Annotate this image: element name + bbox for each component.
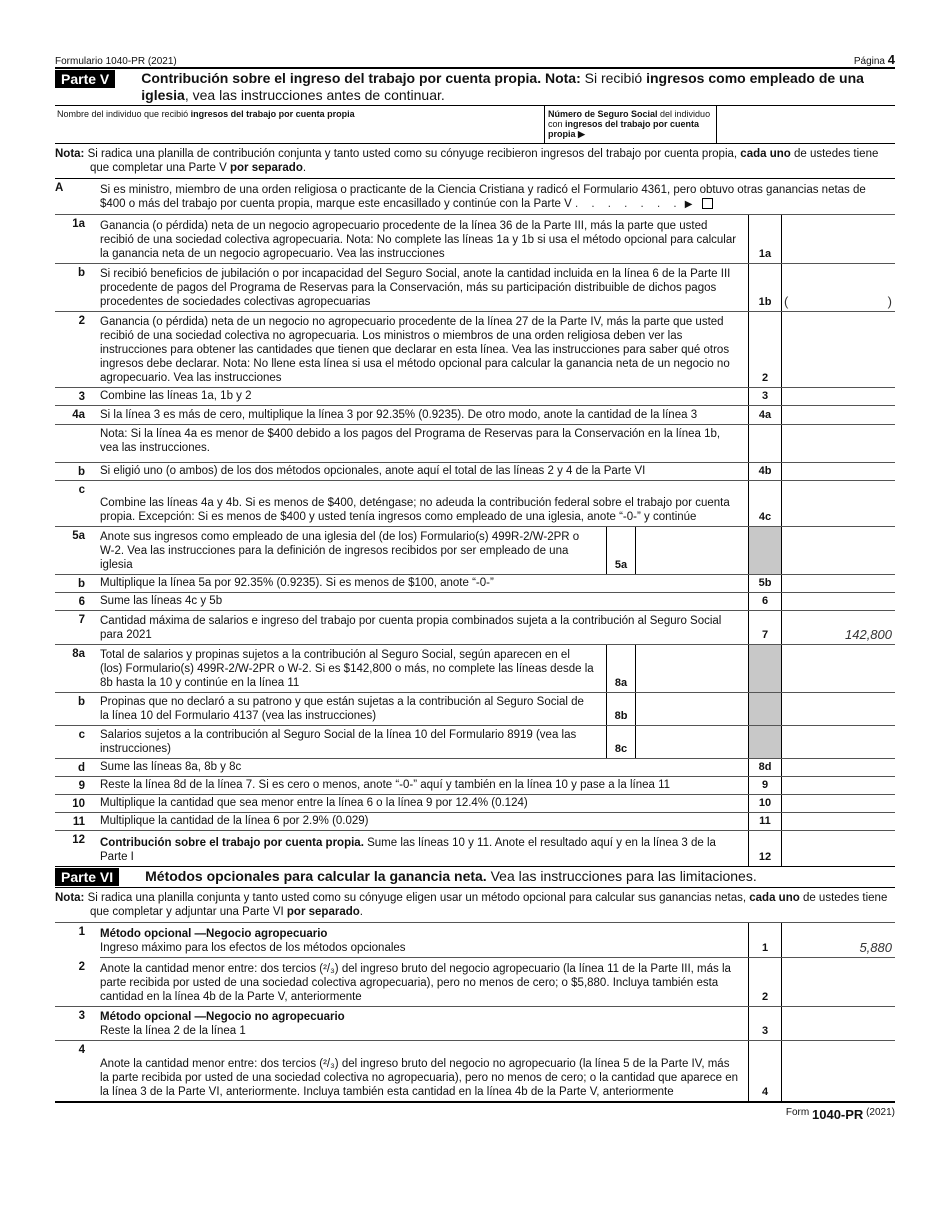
- line-4a-amount[interactable]: [782, 406, 895, 424]
- farm-method-heading: Método opcional —Negocio agropecuario: [100, 928, 328, 940]
- line-4b: b Si eligió uno (o ambos) de los dos métodos opcionales, anote aquí el total de las líneas 2 y 4 de la Parte VI 4b: [55, 463, 895, 481]
- part-vi-tag: Parte VI: [55, 868, 119, 886]
- line-9: 9 Reste la línea 8d de la línea 7. Si es cero o menos, anote “-0-” aquí y también en la línea 10 y pase a la línea 11 9: [55, 777, 895, 795]
- part-v-title: Contribución sobre el ingreso del trabajo por cuenta propia. Nota: Si recibió ingresos como empleado de una iglesia, vea las instrucciones antes de continuar.: [141, 70, 864, 103]
- p6-line-2: 2 Anote la cantidad menor entre: dos tercios (²/₃) del ingreso bruto del negocio agropecuario (la línea 11 de la Parte III, más la parte recibida por usted de una sociedad colectiva agropecuaria), pero no menos de cero; o $5,880. Incluya también esta cantidad en la línea 4b de la Parte V, anteriormente 2: [55, 958, 895, 1007]
- line-1a-amount[interactable]: [782, 215, 895, 263]
- line-1a: 1a Ganancia (o pérdida) neta de un negocio agropecuario procedente de la línea 36 de la Parte III, más la parte que usted recibió de una sociedad colectiva agropecuaria. Nota: No complete las líneas 1a y 1b si usa el método opcional para calcular la ganancia neta de un negocio agropecuario. Vea las instrucciones 1a: [55, 215, 895, 264]
- line-8b: b Propinas que no declaró a su patrono y que están sujetas a la contribución al Seguro Social de la línea 10 del Formulario 4137 (vea las instrucciones) 8b: [55, 693, 895, 726]
- line-7-amount: 142,800: [845, 627, 892, 642]
- name-field[interactable]: Nombre del individuo que recibió ingresos del trabajo por cuenta propia: [55, 106, 545, 143]
- line-5b: b Multiplique la línea 5a por 92.35% (0.9235). Si es menos de $100, anote “-0-” 5b: [55, 575, 895, 593]
- line-8d-amount[interactable]: [782, 759, 895, 776]
- p6-line-4-amount[interactable]: [782, 1041, 895, 1101]
- page-header: [55, 52, 895, 69]
- line-10: 10 Multiplique la cantidad que sea menor entre la línea 6 o la línea 9 por 12.4% (0.124) 10: [55, 795, 895, 813]
- line-1b: b Si recibió beneficios de jubilación o por incapacidad del Seguro Social, anote la cantidad incluida en la línea 6 de la Parte III procedente de pagos del Programa de Reservas para la Conservación, más su participación distribuible de dichos pagos procedentes de sociedades colectivas agropecuarias 1b ( ): [55, 264, 895, 312]
- form-label: Formulario 1040-PR (2021): [55, 56, 177, 67]
- line-8d: d Sume las líneas 8a, 8b y 8c 8d: [55, 759, 895, 777]
- line-3-amount[interactable]: [782, 388, 895, 405]
- line-4a: 4a Si la línea 3 es más de cero, multiplique la línea 3 por 92.35% (0.9235). De otro modo, anote la cantidad de la línea 3 4a: [55, 406, 895, 425]
- line-8b-amount[interactable]: [636, 693, 748, 725]
- line-5a: 5a Anote sus ingresos como empleado de una iglesia del (de los) Formulario(s) 499R-2/W-2PR o W-2. Vea las instrucciones para la definición de ingresos recibidos por ser empleado de una iglesia 5a: [55, 527, 895, 575]
- line-1b-amount[interactable]: ( ): [784, 294, 892, 309]
- line-9-amount[interactable]: [782, 777, 895, 794]
- line-4c: c Combine las líneas 4a y 4b. Si es menos de $400, deténgase; no adeuda la contribución federal sobre el trabajo por cuenta propia. Excepción: Si es menos de $400 y usted tenía ingresos como empleado de una iglesia, anote “-0-” y continúe 4c: [55, 481, 895, 527]
- part-v-tag: Parte V: [55, 70, 115, 88]
- part-vi-note: Nota: Si radica una planilla conjunta y tanto usted como su cónyuge eligen usar un método opcional para calcular sus ganancias netas, cada uno de ustedes tiene que completar y adjuntar una Parte VI por separado.: [55, 888, 895, 923]
- p6-line-4: 4 Anote la cantidad menor entre: dos tercios (²/₃) del ingreso bruto del negocio no agropecuario (la línea 5 de la Parte IV, más la parte recibida por usted de una sociedad colectiva no agropecuaria), pero no menos de cero; o la cantidad que aparece en la línea 3 de la Parte VI, anteriormente. Incluya también esta cantidad en la línea 4b de la Parte V, anteriormente 4: [55, 1041, 895, 1103]
- line-8a-amount[interactable]: [636, 645, 748, 692]
- line-6-amount[interactable]: [782, 593, 895, 610]
- page-footer: Form 1040-PR (2021): [785, 1107, 895, 1122]
- line-4c-amount[interactable]: [782, 481, 895, 526]
- p6-line-2-amount[interactable]: [782, 958, 895, 1006]
- ssn-label: Número de Seguro Social del individuo con ingresos del trabajo por cuenta propia ▶: [545, 106, 717, 143]
- line-6: 6 Sume las líneas 4c y 5b 6: [55, 593, 895, 611]
- line-12-amount[interactable]: [782, 831, 895, 866]
- part-vi-header: [55, 866, 895, 888]
- ssn-field[interactable]: [717, 106, 895, 143]
- line-2: 2 Ganancia (o pérdida) neta de un negocio no agropecuario procedente de la línea 27 de la Parte IV, más la parte que usted recibió de una sociedad colectiva no agropecuaria. Los ministros o miembros de una orden religiosa deben ver las instrucciones para obtener las cantidades que tienen que declarar en esta línea. Vea las instrucciones para saber qué otros ingresos debe declarar. Nota: No llene esta línea si usa el método opcional para calcular la ganancia neta de un negocio no agropecuario. Vea las instrucciones 2: [55, 312, 895, 388]
- nonfarm-method-heading: Método opcional —Negocio no agropecuario: [100, 1011, 345, 1023]
- page-number: Página 4: [853, 52, 895, 67]
- line-7: 7 Cantidad máxima de salarios e ingreso del trabajo por cuenta propia combinados sujeta a la contribución al Seguro Social para 2021 7 142,800: [55, 611, 895, 645]
- name-ssn-row: [55, 106, 895, 144]
- line-8c: c Salarios sujetos a la contribución al Seguro Social de la línea 10 del Formulario 8919 (vea las instrucciones) 8c: [55, 726, 895, 759]
- line-8a: 8a Total de salarios y propinas sujetos a la contribución al Seguro Social, según aparecen en el (los) Formulario(s) 499R-2/W-2PR o W-2. Si es $142,800 o más, no complete las líneas desde la 8b hasta la 10 y continúe en la línea 11 8a: [55, 645, 895, 693]
- part-v-note: Nota: Si radica una planilla de contribución conjunta y tanto usted como su cónyuge recibieron ingresos del trabajo por cuenta propia, cada uno de ustedes tiene que completar una Parte V por separado.: [55, 144, 895, 179]
- p6-line-3-amount[interactable]: [782, 1007, 895, 1040]
- line-8c-amount[interactable]: [636, 726, 748, 758]
- line-12: 12 Contribución sobre el trabajo por cuenta propia. Sume las líneas 10 y 11. Anote el resultado aquí y en la línea 3 de la Parte I 12: [55, 831, 895, 866]
- line-10-amount[interactable]: [782, 795, 895, 812]
- line-4a-note: Nota: Si la línea 4a es menor de $400 debido a los pagos del Programa de Reservas para la Conservación en la línea 1b, vea las instrucciones.: [55, 425, 895, 463]
- form-page: [55, 52, 895, 1122]
- line-11-amount[interactable]: [782, 813, 895, 830]
- line-4b-amount[interactable]: [782, 463, 895, 480]
- p6-line-1: 1 Método opcional —Negocio agropecuario Ingreso máximo para los efectos de los métodos opcionales 1 5,880: [55, 923, 895, 957]
- p6-line-3: 3 Método opcional —Negocio no agropecuario Reste la línea 2 de la línea 1 3: [55, 1007, 895, 1041]
- line-11: 11 Multiplique la cantidad de la línea 6 por 2.9% (0.029) 11: [55, 813, 895, 831]
- line-A: A Si es ministro, miembro de una orden religiosa o practicante de la Ciencia Cristiana y radicó el Formulario 4361, pero obtuvo otras ganancias netas de $400 o más del trabajo por cuenta propia, marque este encasillado y continúe con la Parte V . . . . . . . ▶: [55, 179, 895, 215]
- line-A-checkbox[interactable]: [702, 198, 713, 209]
- line-2-amount[interactable]: [782, 312, 895, 387]
- line-5b-amount[interactable]: [782, 575, 895, 592]
- p6-line-1-amount: 5,880: [859, 940, 892, 955]
- line-3: 3 Combine las líneas 1a, 1b y 2 3: [55, 388, 895, 406]
- line-5a-amount[interactable]: [636, 527, 748, 574]
- part-vi-title: Métodos opcionales para calcular la ganancia neta. Vea las instrucciones para las limitaciones.: [145, 868, 757, 884]
- part-v-header: [55, 69, 895, 106]
